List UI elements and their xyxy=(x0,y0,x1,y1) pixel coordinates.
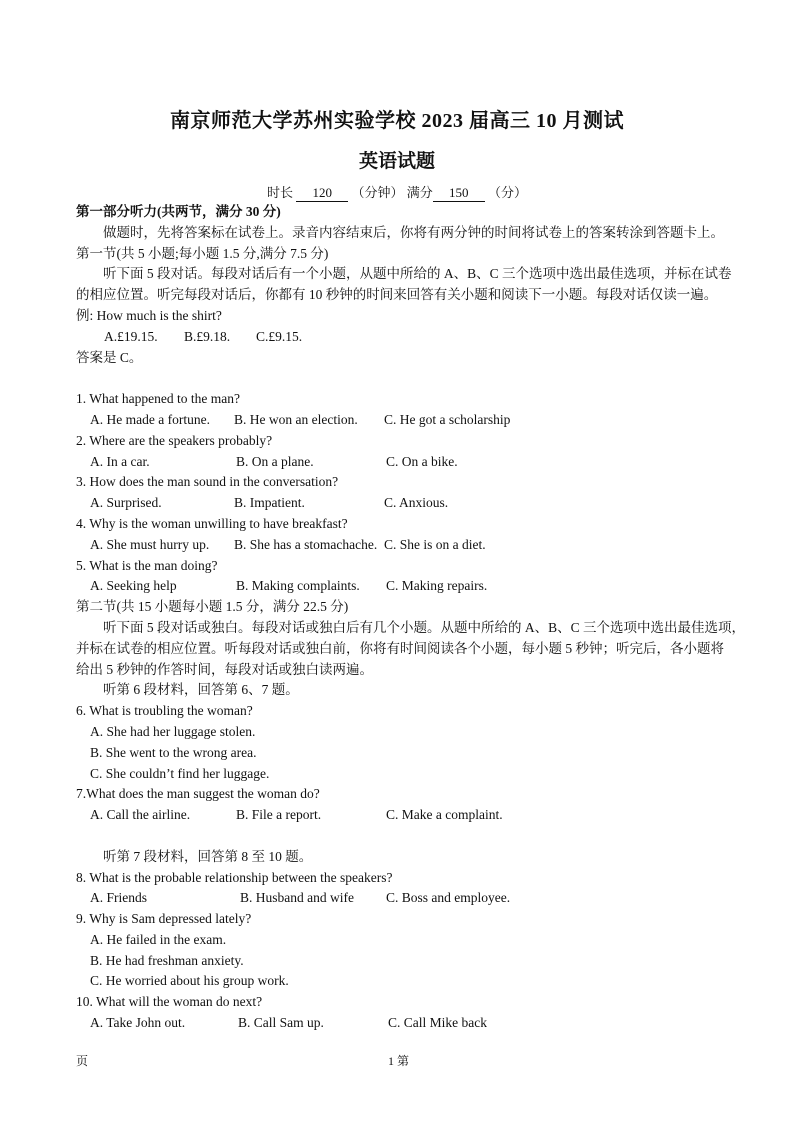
question: 3. How does the man sound in the conversation? xyxy=(76,474,339,490)
page-title: 南京师范大学苏州实验学校 2023 届高三 10 月测试 xyxy=(170,110,624,132)
question: 5. What is the man doing? xyxy=(76,557,218,573)
question: 9. Why is Sam depressed lately? xyxy=(76,911,252,927)
example-question: 例: How much is the shirt? xyxy=(76,307,222,323)
option: B. Making complaints. xyxy=(236,578,360,594)
exam-body xyxy=(76,202,756,1034)
material-6-note: 听第 6 段材料，回答第 6、7 题。 xyxy=(103,682,299,698)
footer-page-label: 页 xyxy=(76,1054,89,1068)
page-subtitle: 英语试题 xyxy=(358,151,435,172)
material-7-note: 听第 7 段材料，回答第 8 至 10 题。 xyxy=(103,848,313,864)
example-options xyxy=(76,327,756,348)
question-options xyxy=(76,576,756,597)
option: B. Impatient. xyxy=(234,495,305,511)
section1-heading: 第一节(共 5 小题;每小题 1.5 分,满分 7.5 分) xyxy=(76,245,329,261)
option: A. He made a fortune. xyxy=(90,411,210,427)
option: A. She had her luggage stolen. xyxy=(90,723,256,739)
example-answer: 答案是 C。 xyxy=(76,349,143,365)
option: C. Call Mike back xyxy=(388,1015,487,1031)
option: C. On a bike. xyxy=(386,453,458,469)
time-unit: （分钟） xyxy=(351,185,404,200)
option: A. Take John out. xyxy=(90,1015,186,1031)
option: A. He failed in the exam. xyxy=(90,931,227,947)
option: B. She has a stomachache. xyxy=(234,536,378,552)
option: A. Call the airline. xyxy=(90,807,191,823)
option: B. File a report. xyxy=(236,807,322,823)
section2-instruction-cont: 并标在试卷的相应位置。听每段对话或独白前，你将有时间阅读各个小题，每小题 5 秒钟；听完后，各小题将 xyxy=(76,640,724,656)
option: B. She went to the wrong area. xyxy=(90,744,257,760)
option: B. Husband and wife xyxy=(240,890,354,906)
option: B. He had freshman anxiety. xyxy=(90,952,244,968)
question: 6. What is troubling the woman? xyxy=(76,703,253,719)
question-options xyxy=(76,535,756,556)
score-value: 150 xyxy=(433,185,485,202)
option: A. She must hurry up. xyxy=(90,536,210,552)
option: C. Anxious. xyxy=(384,495,449,511)
option: C. She is on a diet. xyxy=(384,536,486,552)
part1-heading: 第一部分听力(共两节，满分 30 分) xyxy=(76,204,281,219)
section2-instruction: 听下面 5 段对话或独白。每段对话或独白后有几个小题。从题中所给的 A、B、C 三个选项中选出最佳选项， xyxy=(103,619,746,635)
question: 1. What happened to the man? xyxy=(76,391,240,407)
option: B. On a plane. xyxy=(236,453,314,469)
section1-instruction-cont: 的相应位置。听完每段对话后，你都有 10 秒钟的时间来回答有关小题和阅读下一小题。每段对话仅读一遍。 xyxy=(76,287,718,303)
section2-instruction-end: 给出 5 秒钟的作答时间，每段对话或独白读两遍。 xyxy=(76,661,373,677)
footer-page-number: 1 第 xyxy=(388,1054,410,1068)
option: B. Call Sam up. xyxy=(238,1015,324,1031)
option: C. He worried about his group work. xyxy=(90,973,289,989)
score-unit: （分） xyxy=(488,185,528,200)
option: A. In a car. xyxy=(90,453,150,469)
option: A.£19.15. xyxy=(104,328,158,344)
score-label: 满分 xyxy=(406,185,433,200)
option: A. Seeking help xyxy=(90,578,177,594)
question-options xyxy=(76,452,756,473)
question-options xyxy=(76,493,756,514)
option: C. Making repairs. xyxy=(386,578,488,594)
option: C. He got a scholarship xyxy=(384,411,511,427)
part1-instruction: 做题时，先将答案标在试卷上。录音内容结束后，你将有两分钟的时间将试卷上的答案转涂到答题卡上。 xyxy=(103,224,724,240)
question: 2. Where are the speakers probably? xyxy=(76,432,273,448)
option: C. Make a complaint. xyxy=(386,807,503,823)
option: A. Surprised. xyxy=(90,495,162,511)
question: 10. What will the woman do next? xyxy=(76,994,263,1010)
time-label: 时长 xyxy=(266,185,293,200)
option: C.£9.15. xyxy=(256,328,303,344)
question-options xyxy=(76,410,756,431)
section1-instruction: 听下面 5 段对话。每段对话后有一个小题，从题中所给的 A、B、C 三个选项中选出最佳选项，并标在试卷 xyxy=(103,266,732,282)
question-options xyxy=(76,888,756,909)
option: A. Friends xyxy=(90,890,147,906)
question: 8. What is the probable relationship between the speakers? xyxy=(76,869,393,885)
option: C. She couldn’t find her luggage. xyxy=(90,765,270,781)
option: B. He won an election. xyxy=(234,411,358,427)
question: 7.What does the man suggest the woman do? xyxy=(76,786,320,802)
exam-meta xyxy=(0,182,794,202)
section2-heading: 第二节(共 15 小题每小题 1.5 分，满分 22.5 分) xyxy=(76,599,349,615)
question: 4. Why is the woman unwilling to have breakfast? xyxy=(76,515,348,531)
question-options xyxy=(76,805,756,826)
option: B.£9.18. xyxy=(184,328,231,344)
time-value: 120 xyxy=(296,185,348,202)
option: C. Boss and employee. xyxy=(386,890,511,906)
question-options xyxy=(76,1013,756,1034)
